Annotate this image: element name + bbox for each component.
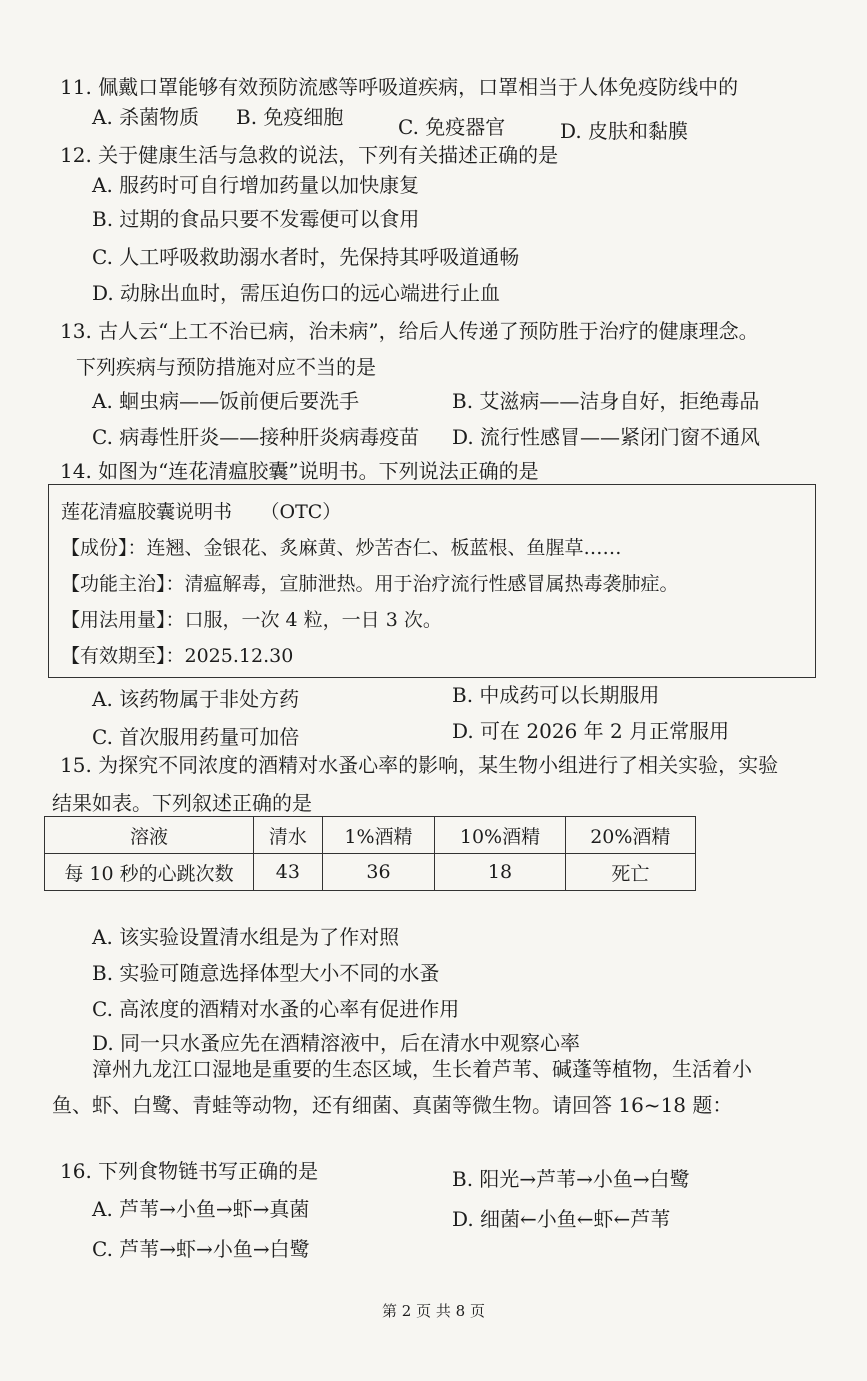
page-footer: 第 2 页 共 8 页 [382,1302,485,1320]
question-14-option-b: B. 中成药可以长期服用 [452,683,660,707]
question-13-option-d: D. 流行性感冒——紧闭门窗不通风 [452,425,761,449]
instruction-function: 【功能主治】：清瘟解毒，宣肺泄热。用于治疗流行性感冒属热毒袭肺症。 [61,573,679,595]
question-12-option-c: C. 人工呼吸救助溺水者时，先保持其呼吸道通畅 [92,245,520,269]
question-11-option-a: A. 杀菌物质 [92,105,200,129]
question-14-option-d: D. 可在 2026 年 2 月正常服用 [452,719,730,743]
question-15-option-d: D. 同一只水蚤应先在酒精溶液中，后在清水中观察心率 [92,1031,581,1055]
question-13-stem-line2: 下列疾病与预防措施对应不当的是 [76,355,376,379]
table-cell: 43 [254,854,323,891]
question-15-option-a: A. 该实验设置清水组是为了作对照 [92,925,400,949]
question-12-option-d: D. 动脉出血时，需压迫伤口的远心端进行止血 [92,281,501,305]
table-header-cell: 10%酒精 [435,817,565,854]
table-header-cell: 1%酒精 [322,817,435,854]
table-header-cell: 溶液 [45,817,254,854]
table-cell: 每 10 秒的心跳次数 [45,854,254,891]
question-14-option-c: C. 首次服用药量可加倍 [92,725,300,749]
question-15-option-b: B. 实验可随意选择体型大小不同的水蚤 [92,961,440,985]
instruction-ingredients: 【成份】：连翘、金银花、炙麻黄、炒苦杏仁、板蓝根、鱼腥草…… [61,537,622,559]
question-14-stem: 14. 如图为“连花清瘟胶囊”说明书。下列说法正确的是 [60,459,539,483]
question-16-option-a: A. 芦苇→小鱼→虾→真菌 [92,1197,310,1221]
passage-line-1: 漳州九龙江口湿地是重要的生态区域，生长着芦苇、碱蓬等植物，生活着小 [92,1057,752,1081]
question-14-option-a: A. 该药物属于非处方药 [92,687,300,711]
question-16-option-b: B. 阳光→芦苇→小鱼→白鹭 [452,1167,690,1191]
table-cell: 36 [322,854,435,891]
table-header-cell: 20%酒精 [565,817,695,854]
question-13-option-c: C. 病毒性肝炎——接种肝炎病毒疫苗 [92,425,420,449]
question-16-option-c: C. 芦苇→虾→小鱼→白鹭 [92,1237,310,1261]
question-15-stem-line2: 结果如表。下列叙述正确的是 [52,791,312,815]
question-11-stem: 11. 佩戴口罩能够有效预防流感等呼吸道疾病，口罩相当于人体免疫防线中的 [60,75,739,99]
table-cell: 18 [435,854,565,891]
instruction-expiry: 【有效期至】：2025.12.30 [61,645,294,667]
table-header-cell: 清水 [254,817,323,854]
medicine-instruction-box [48,484,816,678]
question-12-option-b: B. 过期的食品只要不发霉便可以食用 [92,207,420,231]
question-15-stem-line1: 15. 为探究不同浓度的酒精对水蚤心率的影响，某生物小组进行了相关实验，实验 [60,753,779,777]
instruction-title: 莲花清瘟胶囊说明书 （OTC） [61,501,342,523]
question-13-option-a: A. 蛔虫病——饭前便后要洗手 [92,389,360,413]
question-16-option-d: D. 细菌←小鱼←虾←芦苇 [452,1207,671,1231]
question-11-option-d: D. 皮肤和黏膜 [560,119,689,143]
question-15-option-c: C. 高浓度的酒精对水蚤的心率有促进作用 [92,997,460,1021]
question-13-option-b: B. 艾滋病——洁身自好，拒绝毒品 [452,389,760,413]
question-16-stem: 16. 下列食物链书写正确的是 [60,1159,319,1183]
table-cell: 死亡 [565,854,695,891]
question-11-option-c: C. 免疫器官 [398,115,506,139]
instruction-usage: 【用法用量】：口服，一次 4 粒，一日 3 次。 [61,609,442,631]
table-header-row [45,817,696,854]
question-13-stem-line1: 13. 古人云“上工不治已病，治未病”，给后人传递了预防胜于治疗的健康理念。 [60,319,759,343]
table-row [45,854,696,891]
passage-line-2: 鱼、虾、白鹭、青蛙等动物，还有细菌、真菌等微生物。请回答 16~18 题： [52,1093,733,1117]
question-11-option-b: B. 免疫细胞 [236,105,344,129]
question-12-stem: 12. 关于健康生活与急救的说法，下列有关描述正确的是 [60,143,559,167]
results-table [44,816,696,891]
question-12-option-a: A. 服药时可自行增加药量以加快康复 [92,173,420,197]
